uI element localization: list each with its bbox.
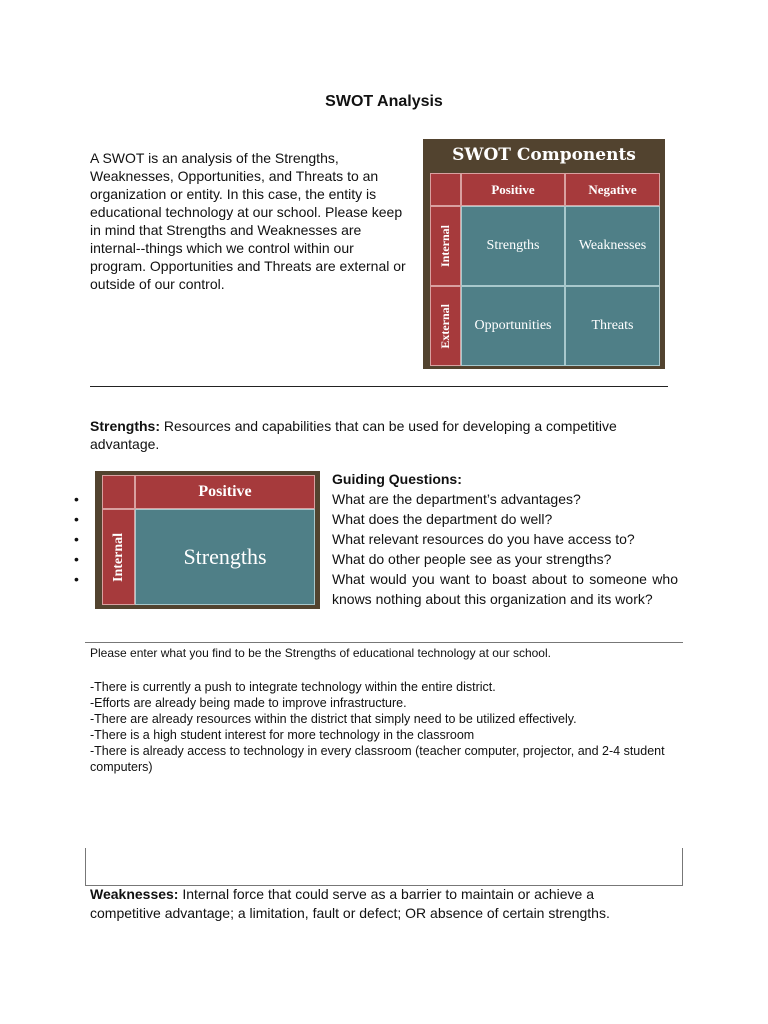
corner-cell <box>430 173 461 206</box>
swot-components-graphic <box>423 139 665 369</box>
bullet: • <box>74 531 79 547</box>
external-row-label <box>430 286 461 366</box>
question-item: What would you want to boast about to someone who knows nothing about this organization and its work? <box>332 571 678 607</box>
strengths-text: Resources and capabilities that can be used for developing a competitive advantage. <box>90 418 617 452</box>
bullet-markers <box>74 489 79 589</box>
box-right-edge <box>682 848 683 885</box>
question-item: What are the department’s advantages? <box>332 491 581 507</box>
bullet: • <box>74 571 79 587</box>
corner-cell-small <box>102 475 135 509</box>
internal-row-label-small <box>102 509 135 605</box>
opportunities-cell: Opportunities <box>461 286 565 366</box>
bullet: • <box>74 511 79 527</box>
weaknesses-label: Weaknesses: <box>90 886 179 902</box>
page-title: SWOT Analysis <box>325 93 443 110</box>
entry-item: -There are already resources within the district that simply need to be utilized effectively. <box>90 712 577 726</box>
threats-cell: Threats <box>565 286 660 366</box>
external-label: External <box>438 303 452 349</box>
response-prompt: Please enter what you find to be the Strengths of educational technology at our school. <box>90 646 551 660</box>
strengths-label: Strengths: <box>90 418 160 434</box>
negative-header: Negative <box>565 173 660 206</box>
question-item: What does the department do well? <box>332 511 553 527</box>
internal-label-small: Internal <box>110 532 126 582</box>
swot-graphic-header: SWOT Components <box>452 145 636 165</box>
strengths-entries[interactable] <box>90 679 680 775</box>
bullet: • <box>74 551 79 567</box>
box-left-edge <box>85 848 86 885</box>
entry-item: -There is a high student interest for more technology in the classroom <box>90 728 475 742</box>
weaknesses-definition <box>90 885 668 923</box>
entry-item: -There is already access to technology in every classroom (teacher computer, projector, and 2-4 student computers) <box>90 744 665 774</box>
strengths-cell-large: Strengths <box>135 509 315 605</box>
guiding-questions-list <box>332 489 678 609</box>
weaknesses-text: Internal force that could serve as a barrier to maintain or achieve a competitive advantage; a limitation, fault or defect; OR absence of certain strengths. <box>90 886 610 921</box>
bullet: • <box>74 491 79 507</box>
section-divider <box>90 386 668 387</box>
question-item: What relevant resources do you have access to? <box>332 531 635 547</box>
internal-label: Internal <box>438 225 452 267</box>
strengths-graphic <box>95 471 320 609</box>
entry-item: -There is currently a push to integrate technology within the entire district. <box>90 680 496 694</box>
positive-header: Positive <box>461 173 565 206</box>
strengths-cell: Strengths <box>461 206 565 286</box>
guiding-questions-title: Guiding Questions: <box>332 471 462 487</box>
intro-paragraph: A SWOT is an analysis of the Strengths, Weaknesses, Opportunities, and Threats to an organization or entity. In this case, the entity is educational technology at our school. Please keep in mind that Strengths and Weaknesses are internal--things which we control within our program. Opportunities and Threats are external or outside of our control. <box>90 150 406 292</box>
question-item: What do other people see as your strengths? <box>332 551 612 567</box>
positive-header-small: Positive <box>135 475 315 509</box>
weaknesses-cell: Weaknesses <box>565 206 660 286</box>
internal-row-label <box>430 206 461 286</box>
strengths-definition <box>90 417 668 453</box>
entry-item: -Efforts are already being made to improve infrastructure. <box>90 696 407 710</box>
